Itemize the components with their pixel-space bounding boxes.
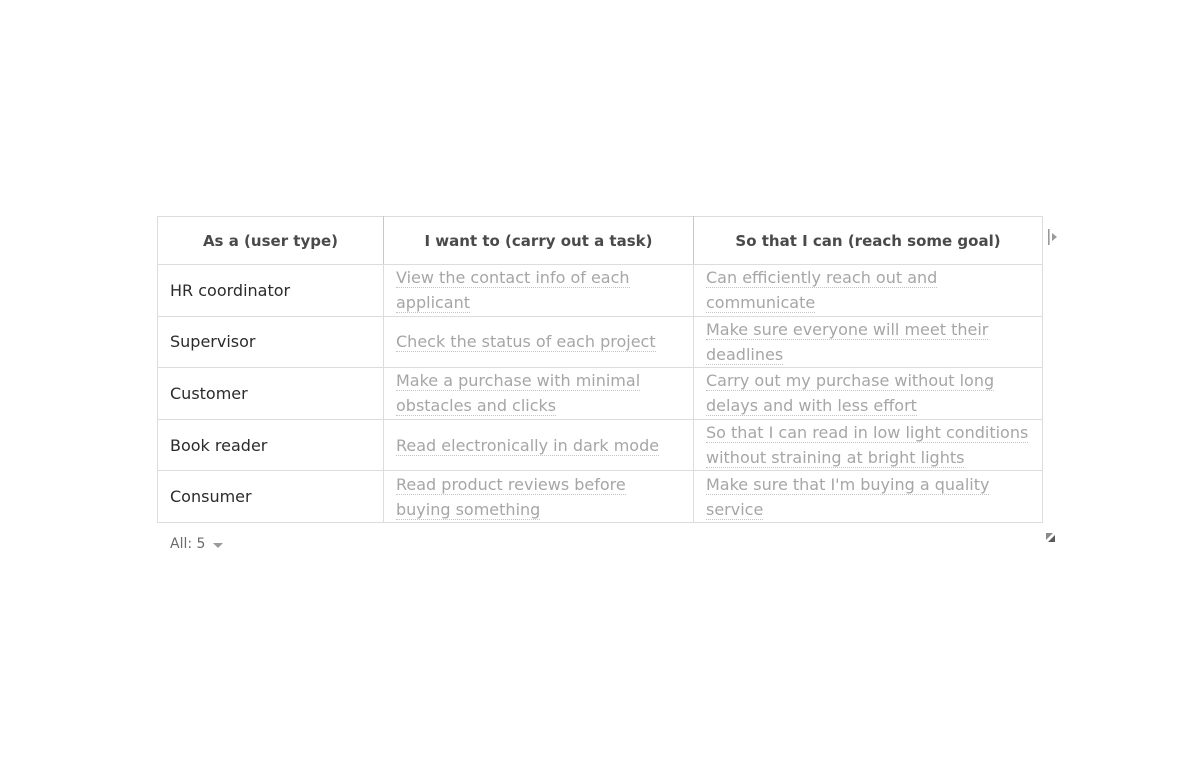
collapse-panel-icon[interactable] [1046, 228, 1062, 246]
goal-text: Can efficiently reach out and communicate [706, 268, 938, 313]
task-text: Check the status of each project [396, 332, 656, 352]
goal-cell[interactable] [694, 368, 1043, 420]
table-row [158, 368, 1043, 420]
resize-corner-icon[interactable] [1044, 530, 1056, 542]
task-cell[interactable] [384, 368, 694, 420]
goal-text: So that I can read in low light conditions without straining at bright lights [706, 423, 1029, 468]
user-cell[interactable]: Supervisor [158, 316, 384, 368]
goal-text: Make sure that I'm buying a quality service [706, 474, 990, 519]
goal-text: Carry out my purchase without long delays and with less effort [706, 371, 995, 416]
table-header-row [158, 217, 1043, 265]
goal-cell[interactable] [694, 419, 1043, 471]
header-goal[interactable]: So that I can (reach some goal) [694, 217, 1043, 265]
task-text: Read product reviews before buying something [396, 474, 626, 519]
header-task[interactable]: I want to (carry out a task) [384, 217, 694, 265]
user-story-table-container [157, 216, 1042, 523]
user-cell[interactable]: HR coordinator [158, 265, 384, 317]
table-row [158, 316, 1043, 368]
user-cell[interactable]: Consumer [158, 471, 384, 523]
table-row [158, 419, 1043, 471]
goal-cell[interactable] [694, 471, 1043, 523]
task-cell[interactable] [384, 265, 694, 317]
user-cell[interactable]: Customer [158, 368, 384, 420]
task-text: Read electronically in dark mode [396, 435, 660, 455]
task-text: View the contact info of each applicant [396, 268, 630, 313]
row-count-label: All: 5 [170, 536, 206, 552]
task-cell[interactable] [384, 316, 694, 368]
user-cell[interactable]: Book reader [158, 419, 384, 471]
chevron-down-icon [213, 543, 223, 548]
goal-cell[interactable] [694, 265, 1043, 317]
task-cell[interactable] [384, 471, 694, 523]
table-row [158, 265, 1043, 317]
goal-text: Make sure everyone will meet their deadlines [706, 319, 989, 364]
table-row [158, 471, 1043, 523]
header-user-type[interactable]: As a (user type) [158, 217, 384, 265]
goal-cell[interactable] [694, 316, 1043, 368]
user-story-table [157, 216, 1043, 523]
task-cell[interactable] [384, 419, 694, 471]
task-text: Make a purchase with minimal obstacles and clicks [396, 371, 641, 416]
row-count-filter[interactable] [170, 536, 223, 552]
